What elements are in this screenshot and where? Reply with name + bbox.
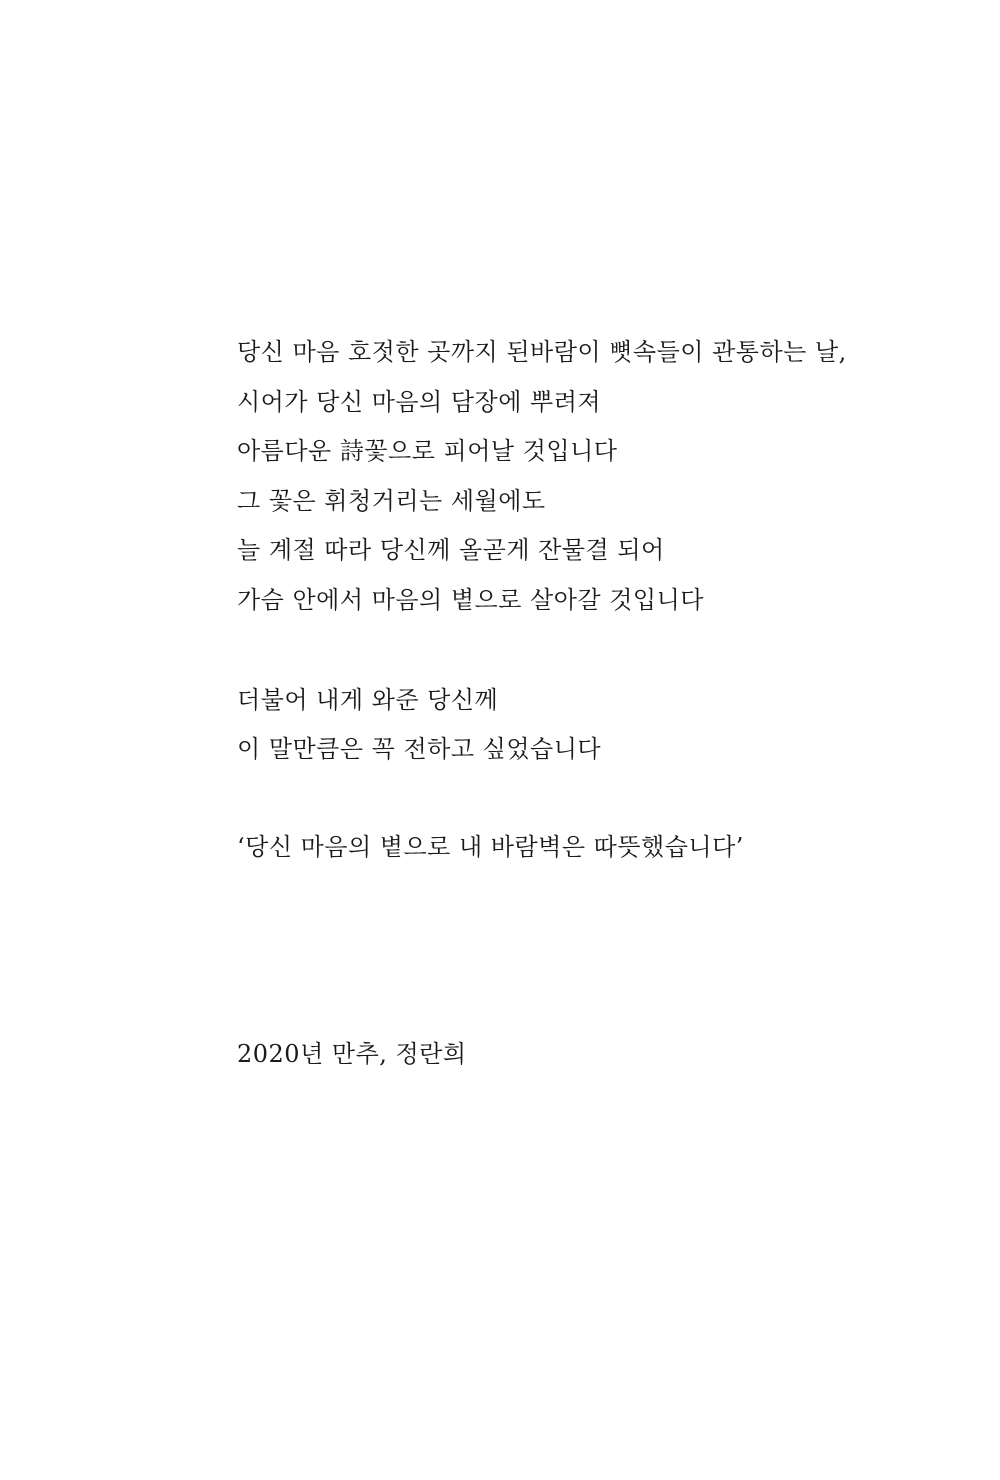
poem-line: 가슴 안에서 마음의 볕으로 살아갈 것입니다 xyxy=(237,585,704,614)
closing-quote xyxy=(237,835,957,859)
poem-line: 시어가 당신 마음의 담장에 뿌려져 xyxy=(237,387,602,416)
signature-line: 2020년 만추, 정란희 xyxy=(237,1040,467,1068)
poem-stanza-2 xyxy=(237,688,957,786)
poem-line: 아름다운 詩꽃으로 피어날 것입니다 xyxy=(237,437,618,465)
quote-line: ‘당신 마음의 볕으로 내 바람벽은 따뜻했습니다’ xyxy=(237,833,744,861)
signature xyxy=(237,1042,957,1066)
poem-line: 그 꽃은 휘청거리는 세월에도 xyxy=(237,486,546,515)
poem-line: 더불어 내게 와준 당신께 xyxy=(237,686,499,714)
poem-stanza-1 xyxy=(237,340,957,637)
poem-line: 당신 마음 호젓한 곳까지 된바람이 뼛속들이 관통하는 날, xyxy=(237,338,847,366)
poem-line: 이 말만큼은 꼭 전하고 싶었습니다 xyxy=(237,735,602,763)
poem-line: 늘 계절 따라 당신께 올곧게 잔물결 되어 xyxy=(237,536,665,564)
